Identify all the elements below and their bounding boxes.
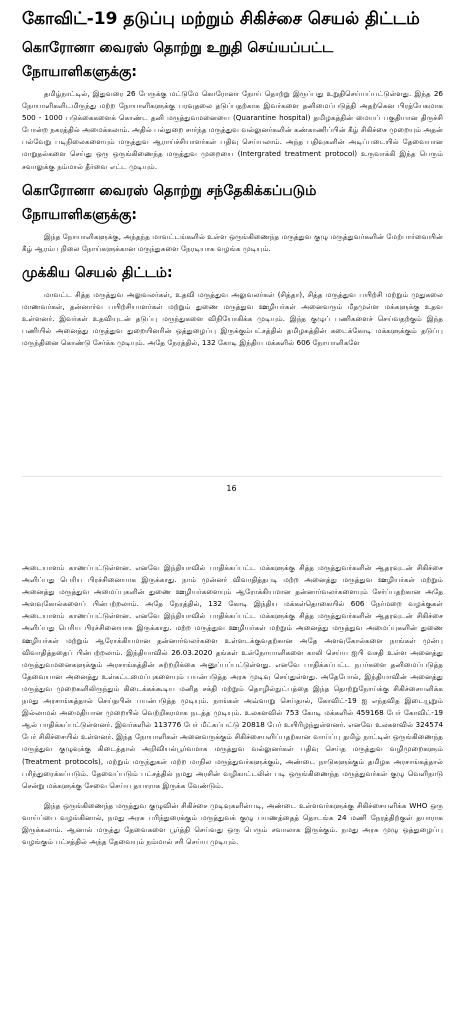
section-heading-suspected: கொரோனா வைரஸ் தொற்று சந்தேகிக்கப்படும் xyxy=(22,182,317,199)
paragraph-who-opportunity: இந்த ஒருங்கிணைந்த மருத்துவ குழுவின் சிகிச்சை முடிவுகளின்படி, அண்டை உள்ளவர்களுக்கு சிகிச்சையளிக்க WHO ஒரு வாய்ப்பை வழங்கினால், நமது அரசு பரிந்துரைக்கும் மருத்துவக் குழு பயணத்தைத் தொடங்க 24 மணி நேரத்திற்குள் தயாராக இருக்கலாம். ஆனால் மருத்து தேவைகளை பூர்த்தி செய்வது ஒரு பெரும் சவாலாக இருக்கும். நமது அரசு முழு ஒத்துழைப்பு வழங்கும் பட்சத்தில் அந்த தேவையும் நம்மால் சரி செய்ய முடியும். xyxy=(22,800,443,847)
section-subheading-confirmed: நோயாளிகளுக்கு: xyxy=(22,64,137,80)
section-subheading-suspected: நோயாளிகளுக்கு: xyxy=(22,206,137,223)
page-gap xyxy=(0,500,463,544)
section-heading-confirmed: கொரோனா வைரஸ் தொற்று உறுதி செய்யப்பட்ட xyxy=(22,40,334,56)
page-title: கோவிட்-19 தடுப்பு மற்றும் சிகிச்சை செயல் திட்டம் xyxy=(22,9,420,29)
document-page-17 xyxy=(0,544,463,1024)
section-heading-action-plan: முக்கிய செயல் திட்டம்: xyxy=(22,264,173,281)
paragraph-continuation: அடையாளம் காணப்பட்டுள்ளன. எனவே இந்தியாவில் பாதிக்கப்பட்ட மக்களுக்கு சித்த மருத்துவர்களின் ஆதரவுடன் சிகிச்சை அளிப்பது பெரிய பிரச்சினையாக இருக்காது. நாம் முன்னர் விவாதித்தபடி மற்ற அனைத்து மருத்துவ ஊழியர்கள் மற்றும் அனைத்து மருத்துவ அமைப்புகளின் துணை ஊழியர்களையும் ஆரோக்கியமான தன்னார்வலர்களையும் சேர்ப்பதற்கான அதே அளவுகோல்களைப் பின்பற்றலாம். அதே நேரத்தில், 132 கோடி இந்திய மக்கள்தொகையில் 606 நேர்மறை வழக்குகள் அடையாளம் காணப்பட்டுள்ளன. எனவே இந்தியாவில் பாதிக்கப்பட்ட மக்களுக்கு சித்த மருத்துவர்களின் ஆதரவுடன் சிகிச்சை அளிப்பது பெரிய பிரச்சினையாக இருக்காது. மற்ற மருத்துவ ஊழியர்கள் மற்றும் அனைத்து மருத்துவ அமைப்புகளின் துணை ஊழியர்கள் மற்றும் ஆரோக்கியமான தன்னார்வலர்களை உள்ளடக்குவதற்கான அதே அளவுகோல்களை நாங்கள் முன்பு விவாதித்ததைப் பின்பற்றலாம். இந்தியாவில் 26.03.2020 தங்கள் உள்நோயாளிகளை காலி செய்ய ஐபி வசதி உள்ள அனைத்து மருத்துவமனைகளுக்கும் அரசாங்கத்தின் சுற்றறிக்கை அனுப்பப்பட்டுள்ளது. எனவே பாதிக்கப்பட்ட நபர்களை தனிமைப்படுத்த தேவையான அனைத்து உள்கட்டமைப்புகளையும் பயன்படுத்த அரசு முடிவு செய்துள்ளது. அதேபோல், இந்தியாவின் அனைத்து மருத்துவ முறைகளிலிருந்தும் கிடைக்கக்கூடிய மனித சக்தி மற்றும் தொழில்நுட்பத்தை இந்த தொற்றுநோய்க்கு சிகிச்சையளிக்க நமது அரசாங்கத்தால் செய்தபின் பயன்படுத்த முடியும். நாங்கள் அவ்வாறு செய்தால், கோவிட்-19 ஐ எந்தவித இடையூறும் இல்லாமல் அமைதியான முறையில் வெற்றிகரமாக நடத்த முடியும். உலகளவில் 753 கோடி மக்களில் 459168 பேர் கோவிட்-19 ஆல் பாதிக்கப்பட்டுள்ளனர். இவர்களில் 113776 பேர் மீட்கப்பட்டு 20818 பேர் உயிரிழந்துள்ளனர். எனவே உலகளவில் 324574 பேர் சிகிச்சையில் உள்ளனர். இந்த நோயாளிகள் அனைவருக்கும் சிகிச்சையளிப்பதற்கான வாய்ப்பு தமிழ் நாட்டின் ஒருங்கிணைந்த மருத்துவ குழுவுக்கு கிடைத்தால் அறிவியல்பூர்வமாக மருத்துவ வல்லுனர்கள் பதிவு செய்த மருத்துவ வழிமுறைகளும் (Treatment protocols), மற்றும் மருந்துகள் மற்ற மாநில மருத்துவர்களுக்கும், அண்டை நாடுகளுக்கும் தமிழக அரசாங்கத்தால் பரிந்துரைக்கப்படும். தேவைப்படும் பட்சத்தில் நமது அரசின் வழிகாட்டலின் படி ஒருங்கிணைந்த மருத்துவர்கள் குழு வெளிநாடு சென்று மக்களுக்கு சேவை செய்ய தயாராக இருக்க வேண்டும். xyxy=(22,563,443,790)
paragraph-confirmed-patients: தமிழ்நாட்டில், இதுவரை 26 பேருக்கு மட்டுமே கொரோனா நோய் தொற்று இருப்பது உறுதிசெய்யப்பட்டுள்ளது. இந்த 26 நோயாளிகளிடமிருந்து மற்ற நோயாளிகளுக்கு பரவுதலை தடுப்பதற்காக இவர்களை தனிமைப்படுத்தி அதற்கென பிரத்யேகமாக 500 - 1000 படுக்கைகளைக் கொண்ட தனி மருத்துவமனையை (Quarantine hospital) தமிழகத்தின் மையப் பகுதியான திருச்சி போன்ற நகரத்தில் அமைக்கலாம். அதில் பல்துறை சார்ந்த மருத்துவ வல்லுனர்களின் கண்காணிப்பின் கீழ் சிகிச்சை முறையும் அதன் பல்வேறு படிநிலைகளையும் மருத்துவ ஆராய்ச்சியாளர்கள் பதிவு செய்யலாம். அந்த பதிவுகளின் அடிப்படையில் தேவையான மாறுதல்களை செய்து ஒரு ஒருங்கிணைந்த மருத்துவ முறையை (Intergrated treatment protocol) உருவாக்கி இந்த பெரும் சவாலுக்கு நம்மால் தீர்வை எட்ட முடியும். xyxy=(22,89,443,171)
page-divider xyxy=(22,476,442,477)
paragraph-suspected-patients: இந்த நோயாளிகளுக்கு, அந்தந்த மாவட்டங்களில் உள்ள ஒருங்கிணைந்த மருத்துவ குழு மருத்துவர்களின் மேற்பார்வையின் கீழ் ஆரம்ப நிலை நோய்களுக்கான மருந்துகளை நேரடியாக வழங்க முடியும். xyxy=(22,231,443,253)
paragraph-action-plan: மாவட்ட சித்த மருத்துவ அலுவலர்கள், உதவி மருத்துவ அலுவலர்கள் (சித்தா), சித்த மருத்துவ பயிற்சி மற்றும் முதுகலை மாணவர்கள், தன்னார்வ பயிற்சியாளர்கள் மற்றும் துணை மருத்துவ ஊழியர்கள் அனைவரும் மீதமுள்ள மக்களுக்கு உதவ உள்ளனர். இவர்கள் உதவியுடன் தடுப்பு மருந்துகளை விநியோகிக்க முடியும். இந்த குழுப் பணிகளைச் செய்வதற்கும் இந்த பணியில் அனைத்து மருத்துவ துறையினரின் ஒத்துழைப்பு இருக்கும்பட்சத்தில் தமிழகத்தின் கடைக்கோடி மக்களுக்கும் தடுப்பு மருந்தினை கொண்டு சேர்க்க முடியும். அதே நேரத்தில், 132 கோடி இந்திய மக்களில் 606 நோயாளிகளே xyxy=(22,289,443,348)
document-page-16 xyxy=(0,0,463,500)
page-number: 16 xyxy=(226,484,237,493)
